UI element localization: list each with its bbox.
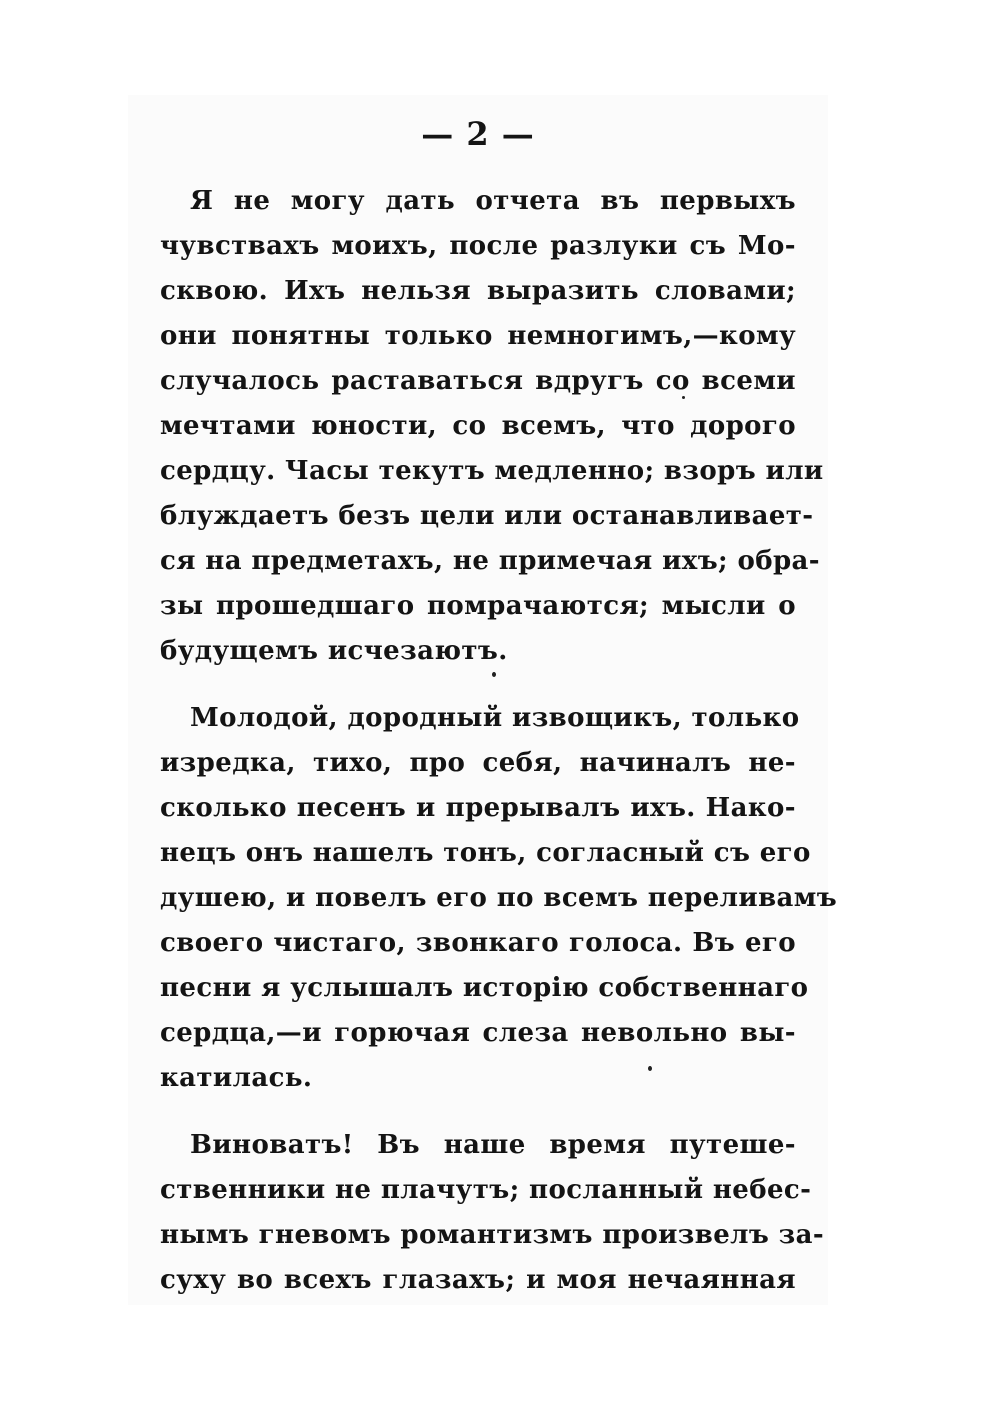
text-line: суху во всехъ глазахъ; и моя нечаянная — [160, 1265, 796, 1295]
ink-speck — [492, 672, 496, 677]
text-line: сердцу. Часы текутъ медленно; взоръ или — [160, 456, 824, 486]
paragraph-3 — [160, 1123, 825, 1303]
text-line: песни я услышалъ исторiю собственнаго — [160, 973, 809, 1003]
text-line: ственники не плачутъ; посланный небес- — [160, 1175, 812, 1205]
text-line: Виноватъ! Въ наше время путеше- — [190, 1130, 796, 1160]
text-line: мечтами юности, со всемъ, что дорого — [160, 411, 796, 441]
text-line: нецъ онъ нашелъ тонъ, согласный съ его — [160, 838, 811, 868]
text-line: катилась. — [160, 1063, 313, 1093]
text-line: нымъ гневомъ романтизмъ произвелъ за- — [160, 1220, 825, 1250]
text-line: сердца,—и горючая слеза невольно вы- — [160, 1018, 796, 1048]
text-line: сколько песенъ и прерывалъ ихъ. Нако- — [160, 793, 796, 823]
text-line: Я не могу дать отчета въ первыхъ — [190, 186, 796, 216]
page-number: — 2 — — [421, 115, 535, 153]
text-line: они понятны только немногимъ,—кому — [160, 321, 796, 351]
paragraph-2 — [160, 696, 838, 1101]
text-line: зы прошедшаго помрачаются; мысли о — [160, 591, 796, 621]
paragraph-1 — [160, 179, 824, 674]
text-line: изредка, тихо, про себя, начиналъ не- — [160, 748, 796, 778]
text-line: чувствахъ моихъ, после разлуки съ Мо- — [160, 231, 796, 261]
text-line: Молодой, дородный извощикъ, только — [190, 703, 800, 733]
text-line: сквою. Ихъ нельзя выразить словами; — [160, 276, 796, 306]
text-line: случалось раставаться вдругъ со всеми — [160, 366, 796, 396]
text-line: ся на предметахъ, не примечая ихъ; обра- — [160, 546, 820, 576]
ink-speck — [682, 396, 685, 399]
text-line: будущемъ исчезаютъ. — [160, 636, 508, 666]
ink-speck — [648, 1066, 652, 1071]
text-line: своего чистаго, звонкаго голоса. Въ его — [160, 928, 796, 958]
text-line: блуждаетъ безъ цели или останавливает- — [160, 501, 814, 531]
text-line: душею, и повелъ его по всемъ переливамъ — [160, 883, 838, 913]
